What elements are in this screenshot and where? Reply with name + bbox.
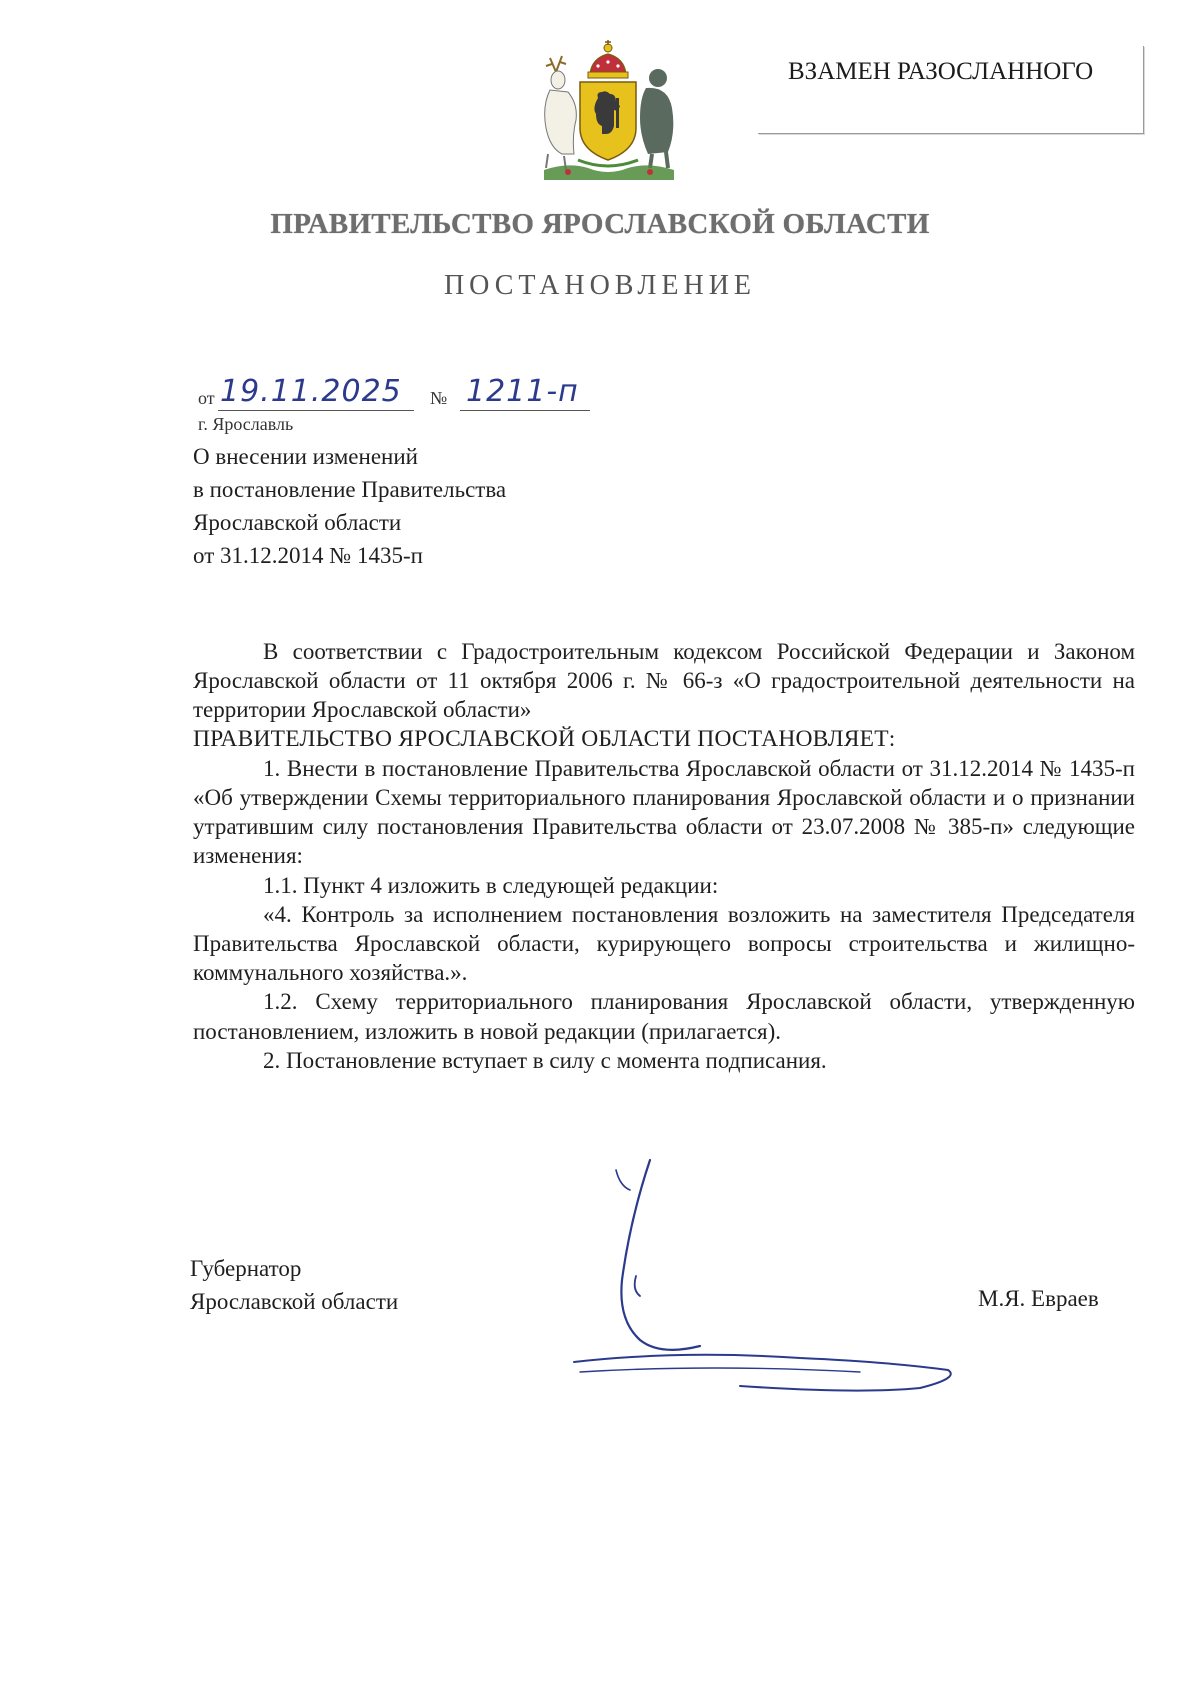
bear-supporter-icon xyxy=(640,69,673,168)
number-handwritten: 1211-п xyxy=(466,374,579,409)
handwritten-signature-icon xyxy=(560,1150,1000,1410)
emblem-base-icon xyxy=(544,160,674,180)
signatory-name: М.Я. Евраев xyxy=(978,1286,1099,1311)
date-handwritten: 19.11.2025 xyxy=(220,374,402,409)
city-label: г. Ярославль xyxy=(198,414,294,434)
body-paragraph: «4. Контроль за исполнением постановления возложить на заместителя Председателя Правительства Ярославской области, курирующего вопросы строительства и жилищно-коммунального хозяйства.». xyxy=(193,901,1135,986)
shield-icon xyxy=(580,82,636,160)
subject-line: О внесении изменений xyxy=(193,444,418,469)
date-underline xyxy=(218,410,414,411)
coat-of-arms-emblem xyxy=(528,36,688,184)
subject-line: Ярославской области xyxy=(193,510,402,535)
body-paragraph: 1.2. Схему территориального планирования Ярославской области, утвержденную постановлением, изложить в новой редакции (прилагается). xyxy=(193,989,1135,1044)
resolution-heading: ПРАВИТЕЛЬСТВО ЯРОСЛАВСКОЙ ОБЛАСТИ ПОСТАНОВЛЯЕТ: xyxy=(193,725,896,752)
document-type-title: ПОСТАНОВЛЕНИЕ xyxy=(443,270,757,301)
government-title: ПРАВИТЕЛЬСТВО ЯРОСЛАВСКОЙ ОБЛАСТИ xyxy=(270,208,930,240)
document-subject xyxy=(193,440,506,572)
document-body xyxy=(193,637,1135,1075)
number-underline xyxy=(460,410,590,411)
date-prefix: от xyxy=(198,388,215,408)
deer-supporter-icon xyxy=(545,56,577,170)
registration-line xyxy=(198,374,638,416)
signatory-position xyxy=(190,1252,398,1318)
position-line: Губернатор xyxy=(190,1256,302,1281)
crown-icon xyxy=(588,40,628,78)
body-paragraph: 1.1. Пункт 4 изложить в следующей редакции: xyxy=(263,872,719,898)
body-paragraph: 1. Внести в постановление Правительства Ярославской области от 31.12.2014 № 1435-п «Об утверждении Схемы территориального планирования Ярославской области и о признании утратившим силу постановления Правительства области от 23.07.2008 № 385-п» следующие изменения: xyxy=(193,755,1135,869)
subject-line: от 31.12.2014 № 1435-п xyxy=(193,543,423,568)
position-line: Ярославской области xyxy=(190,1289,399,1314)
stamp-text: ВЗАМЕН РАЗОСЛАННОГО xyxy=(788,58,1094,85)
body-paragraph: В соответствии с Градостроительным кодексом Российской Федерации и Законом Ярославской области от 11 октября 2006 г. № 66-з «О градостроительной деятельности на территории Ярославской области» xyxy=(193,639,1135,723)
number-prefix: № xyxy=(430,388,448,408)
replacement-stamp xyxy=(758,46,1144,134)
subject-line: в постановление Правительства xyxy=(193,477,507,502)
body-paragraph: 2. Постановление вступает в силу с момента подписания. xyxy=(263,1047,827,1073)
